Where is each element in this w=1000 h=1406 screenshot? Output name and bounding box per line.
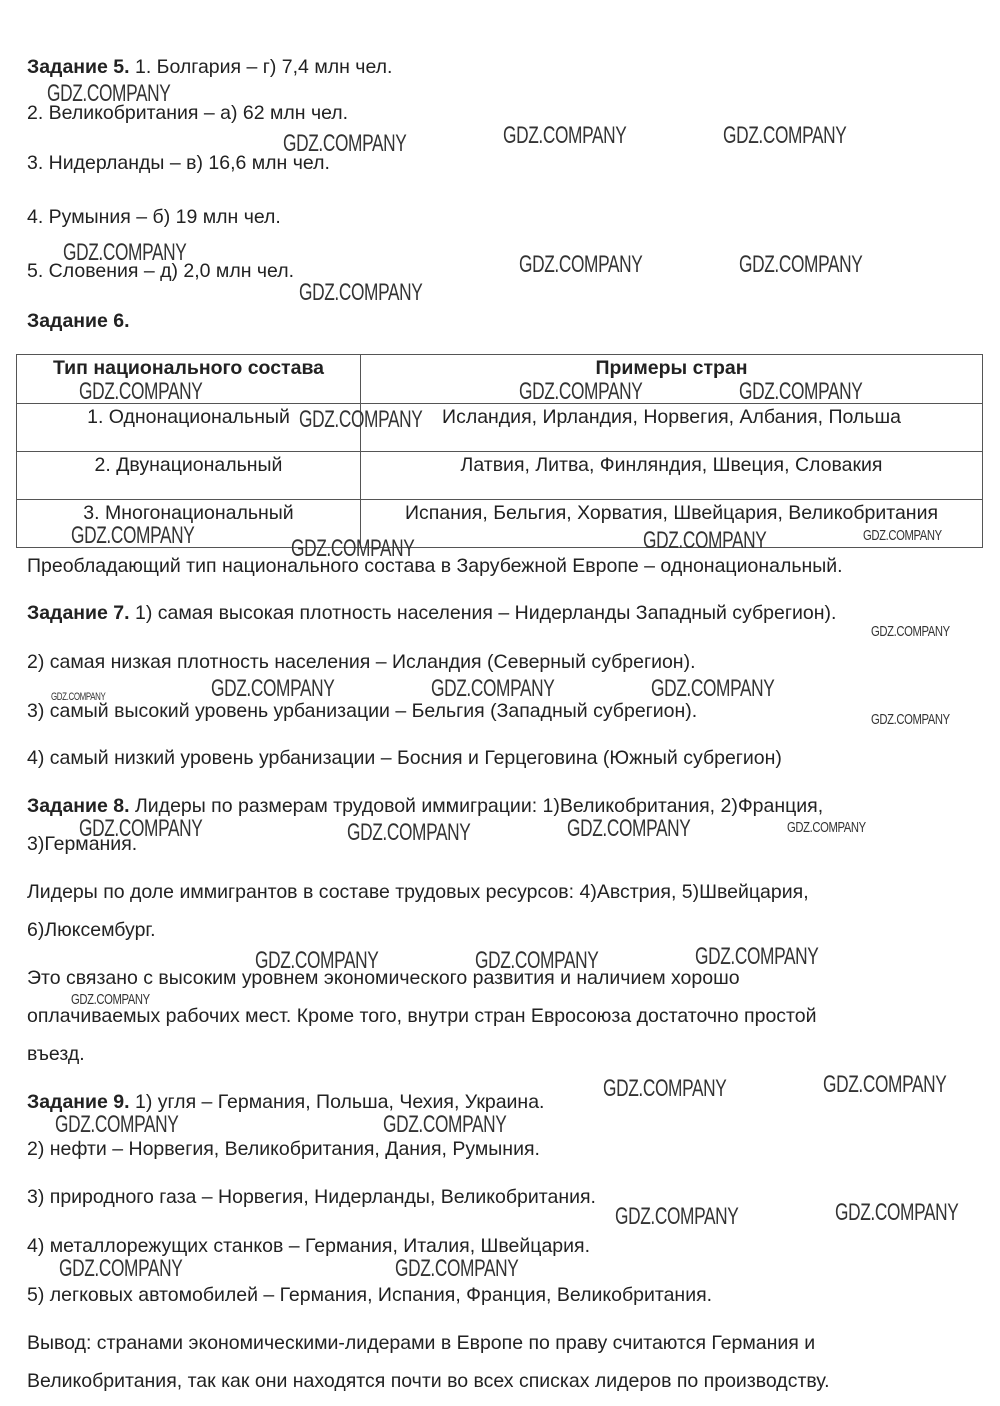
watermark: GDZ.COMPANY bbox=[347, 819, 471, 846]
task9-line1: Задание 9. 1) угля – Германия, Польша, Чехия, Украина. bbox=[27, 1091, 545, 1113]
watermark: GDZ.COMPANY bbox=[863, 527, 942, 544]
task7-line3: 3) самый высокий уровень урбанизации – Бельгия (Западный субрегион). bbox=[27, 700, 698, 722]
task8-line3: Лидеры по доле иммигрантов в составе трудовых ресурсов: 4)Австрия, 5)Швейцария, bbox=[27, 881, 809, 903]
task5-heading: Задание 5. bbox=[27, 56, 130, 78]
watermark: GDZ.COMPANY bbox=[395, 1255, 519, 1282]
table-cell: 1. Однонациональный bbox=[17, 404, 361, 452]
watermark: GDZ.COMPANY bbox=[871, 711, 950, 728]
watermark: GDZ.COMPANY bbox=[739, 378, 863, 405]
task5-line5: 5. Словения – д) 2,0 млн чел. bbox=[27, 260, 295, 282]
table-header-examples: Примеры стран bbox=[361, 355, 983, 404]
task9-heading: Задание 9. bbox=[27, 1091, 130, 1113]
table-row bbox=[17, 452, 983, 500]
task6-heading: Задание 6. bbox=[27, 310, 130, 332]
task5-line3: 3. Нидерланды – в) 16,6 млн чел. bbox=[27, 152, 330, 174]
watermark: GDZ.COMPANY bbox=[567, 815, 691, 842]
task9-line2: 2) нефти – Норвегия, Великобритания, Дания, Румыния. bbox=[27, 1138, 540, 1160]
task7-heading: Задание 7. bbox=[27, 602, 130, 624]
watermark: GDZ.COMPANY bbox=[71, 991, 150, 1008]
watermark: GDZ.COMPANY bbox=[383, 1111, 507, 1138]
table-cell: 3. Многонациональный bbox=[17, 500, 361, 548]
task5-line2: 2. Великобритания – а) 62 млн чел. bbox=[27, 102, 349, 124]
task5-line4: 4. Румыния – б) 19 млн чел. bbox=[27, 206, 281, 228]
table-cell: Исландия, Ирландия, Норвегия, Албания, Польша bbox=[361, 404, 983, 452]
task8-heading: Задание 8. bbox=[27, 795, 130, 817]
table-cell: 2. Двунациональный bbox=[17, 452, 361, 500]
task8-line6: оплачиваемых рабочих мест. Кроме того, внутри стран Евросоюза достаточно простой bbox=[27, 1005, 817, 1027]
watermark: GDZ.COMPANY bbox=[63, 239, 187, 266]
task9-line5: 5) легковых автомобилей – Германия, Испания, Франция, Великобритания. bbox=[27, 1284, 713, 1306]
watermark: GDZ.COMPANY bbox=[835, 1199, 959, 1226]
table-row bbox=[17, 404, 983, 452]
watermark: GDZ.COMPANY bbox=[211, 675, 335, 702]
watermark: GDZ.COMPANY bbox=[871, 623, 950, 640]
watermark: GDZ.COMPANY bbox=[51, 691, 106, 703]
task9-line7: Великобритания, так как они находятся почти во всех списках лидеров по производству. bbox=[27, 1370, 830, 1392]
watermark: GDZ.COMPANY bbox=[723, 122, 847, 149]
watermark: GDZ.COMPANY bbox=[299, 406, 423, 433]
watermark: GDZ.COMPANY bbox=[651, 675, 775, 702]
watermark: GDZ.COMPANY bbox=[519, 378, 643, 405]
task7-line1: Задание 7. 1) самая высокая плотность населения – Нидерланды Западный субрегион). bbox=[27, 602, 837, 624]
task9-line6: Вывод: странами экономическими-лидерами в Европе по праву считаются Германия и bbox=[27, 1332, 816, 1354]
watermark: GDZ.COMPANY bbox=[283, 130, 407, 157]
task8-line5: Это связано с высоким уровнем экономического развития и наличием хорошо bbox=[27, 967, 740, 989]
task6-conclusion: Преобладающий тип национального состава в Зарубежной Европе – однонациональный. bbox=[27, 555, 843, 577]
watermark: GDZ.COMPANY bbox=[615, 1203, 739, 1230]
table-header-type: Тип национального состава bbox=[17, 355, 361, 404]
task9-line4: 4) металлорежущих станков – Германия, Италия, Швейцария. bbox=[27, 1235, 591, 1257]
watermark: GDZ.COMPANY bbox=[79, 815, 203, 842]
task9-line3: 3) природного газа – Норвегия, Нидерланды, Великобритания. bbox=[27, 1186, 596, 1208]
watermark: GDZ.COMPANY bbox=[47, 80, 171, 107]
watermark: GDZ.COMPANY bbox=[695, 943, 819, 970]
watermark: GDZ.COMPANY bbox=[519, 251, 643, 278]
task7-line2: 2) самая низкая плотность населения – Исландия (Северный субрегион). bbox=[27, 651, 696, 673]
watermark: GDZ.COMPANY bbox=[299, 279, 423, 306]
watermark: GDZ.COMPANY bbox=[431, 675, 555, 702]
task7-line4: 4) самый низкий уровень урбанизации – Босния и Герцеговина (Южный субрегион) bbox=[27, 747, 782, 769]
watermark: GDZ.COMPANY bbox=[787, 819, 866, 836]
watermark: GDZ.COMPANY bbox=[823, 1071, 947, 1098]
task8-line4: 6)Люксембург. bbox=[27, 919, 156, 941]
watermark: GDZ.COMPANY bbox=[59, 1255, 183, 1282]
task8-line1: Задание 8. Лидеры по размерам трудовой иммиграции: 1)Великобритания, 2)Франция, bbox=[27, 795, 824, 817]
watermark: GDZ.COMPANY bbox=[291, 535, 415, 562]
task8-line7: въезд. bbox=[27, 1043, 85, 1065]
task8-line2: 3)Германия. bbox=[27, 833, 138, 855]
watermark: GDZ.COMPANY bbox=[475, 947, 599, 974]
watermark: GDZ.COMPANY bbox=[503, 122, 627, 149]
table-cell: Латвия, Литва, Финляндия, Швеция, Словакия bbox=[361, 452, 983, 500]
table-cell: Испания, Бельгия, Хорватия, Швейцария, Великобритания bbox=[361, 500, 983, 548]
watermark: GDZ.COMPANY bbox=[603, 1075, 727, 1102]
watermark: GDZ.COMPANY bbox=[71, 522, 195, 549]
task5-line1: Задание 5. 1. Болгария – г) 7,4 млн чел. bbox=[27, 56, 393, 78]
watermark: GDZ.COMPANY bbox=[55, 1111, 179, 1138]
watermark: GDZ.COMPANY bbox=[79, 378, 203, 405]
watermark: GDZ.COMPANY bbox=[739, 251, 863, 278]
watermark: GDZ.COMPANY bbox=[255, 947, 379, 974]
watermark: GDZ.COMPANY bbox=[643, 527, 767, 554]
